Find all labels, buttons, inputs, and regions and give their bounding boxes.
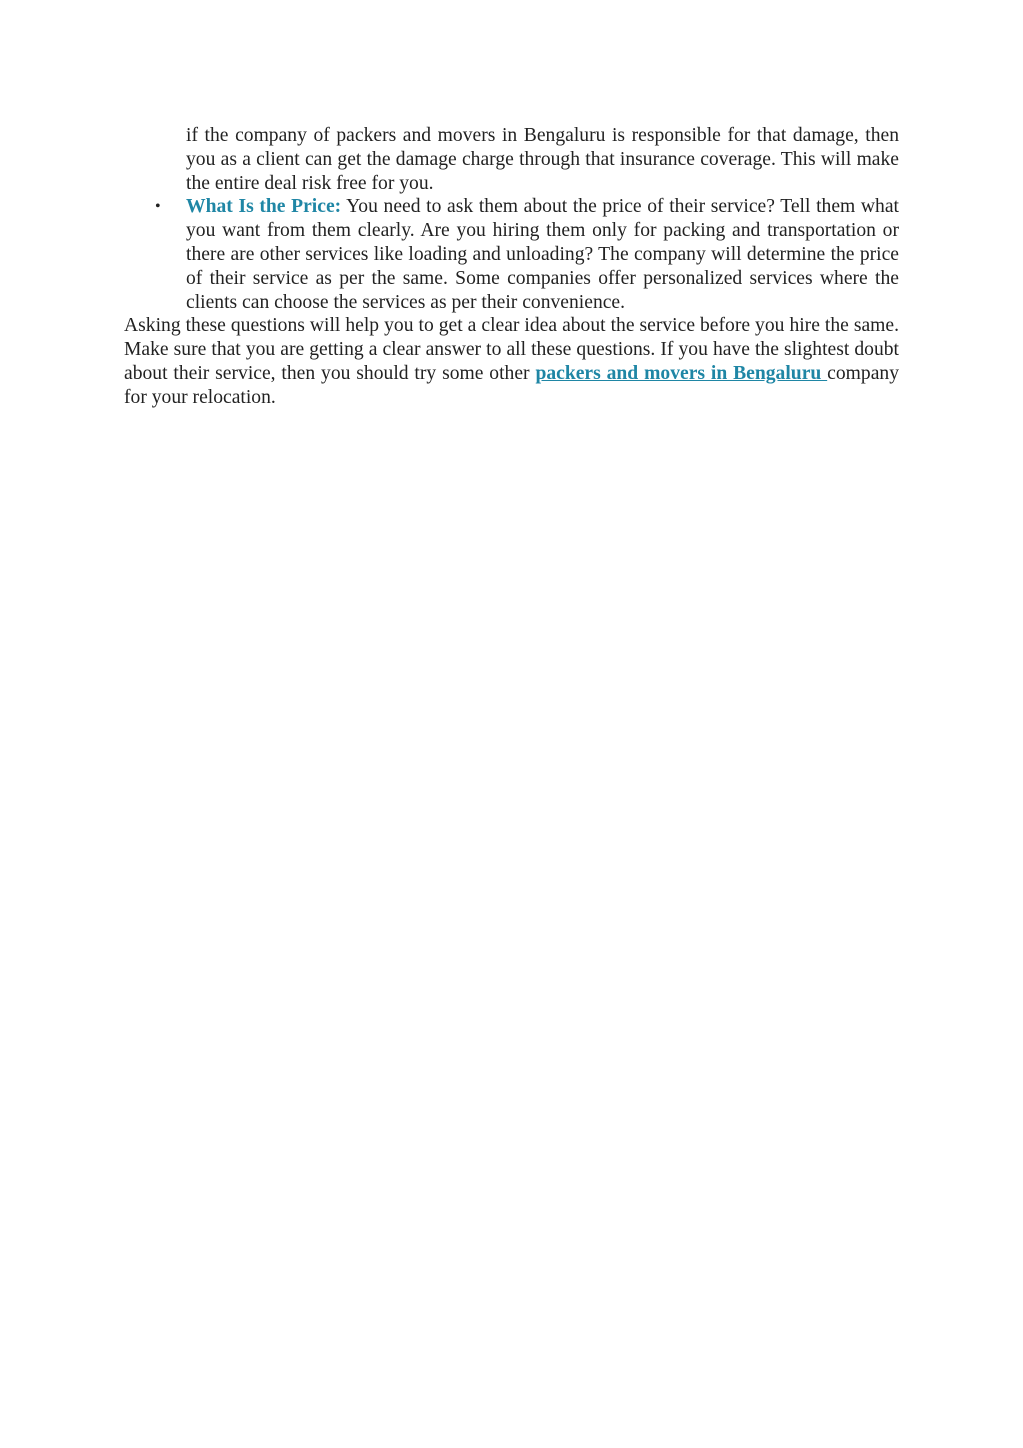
closing-paragraph — [124, 314, 899, 409]
packers-movers-link[interactable]: packers and movers in Bengaluru — [535, 362, 828, 384]
closing-text-before-link: Asking these questions will help you to get a clear idea about the service before you hire the same. Make sure that you are getting a clear answer to all these questions. If you have the slightest doubt about their service, then you should try some other — [124, 315, 899, 384]
closing-text-after-link: company for your relocation. — [124, 362, 899, 408]
list-continuation-text: if the company of packers and movers in Bengaluru is responsible for that damage, then you as a client can get the damage charge through that insurance coverage. This will make the entire deal risk free for you. — [186, 125, 899, 194]
list-item-text: You need to ask them about the price of their service? Tell them what you want from them clearly. Are you hiring them only for packing and transportation or there are other services like loading and unloading? The company will determine the price of their service as per the same. Some companies offer personalized services where the clients can choose the services as per their convenience. — [186, 196, 899, 313]
document-page — [124, 124, 899, 410]
list-item-price — [155, 195, 899, 314]
list-item-heading: What Is the Price: — [186, 196, 342, 218]
bullet-icon: • — [155, 198, 161, 216]
